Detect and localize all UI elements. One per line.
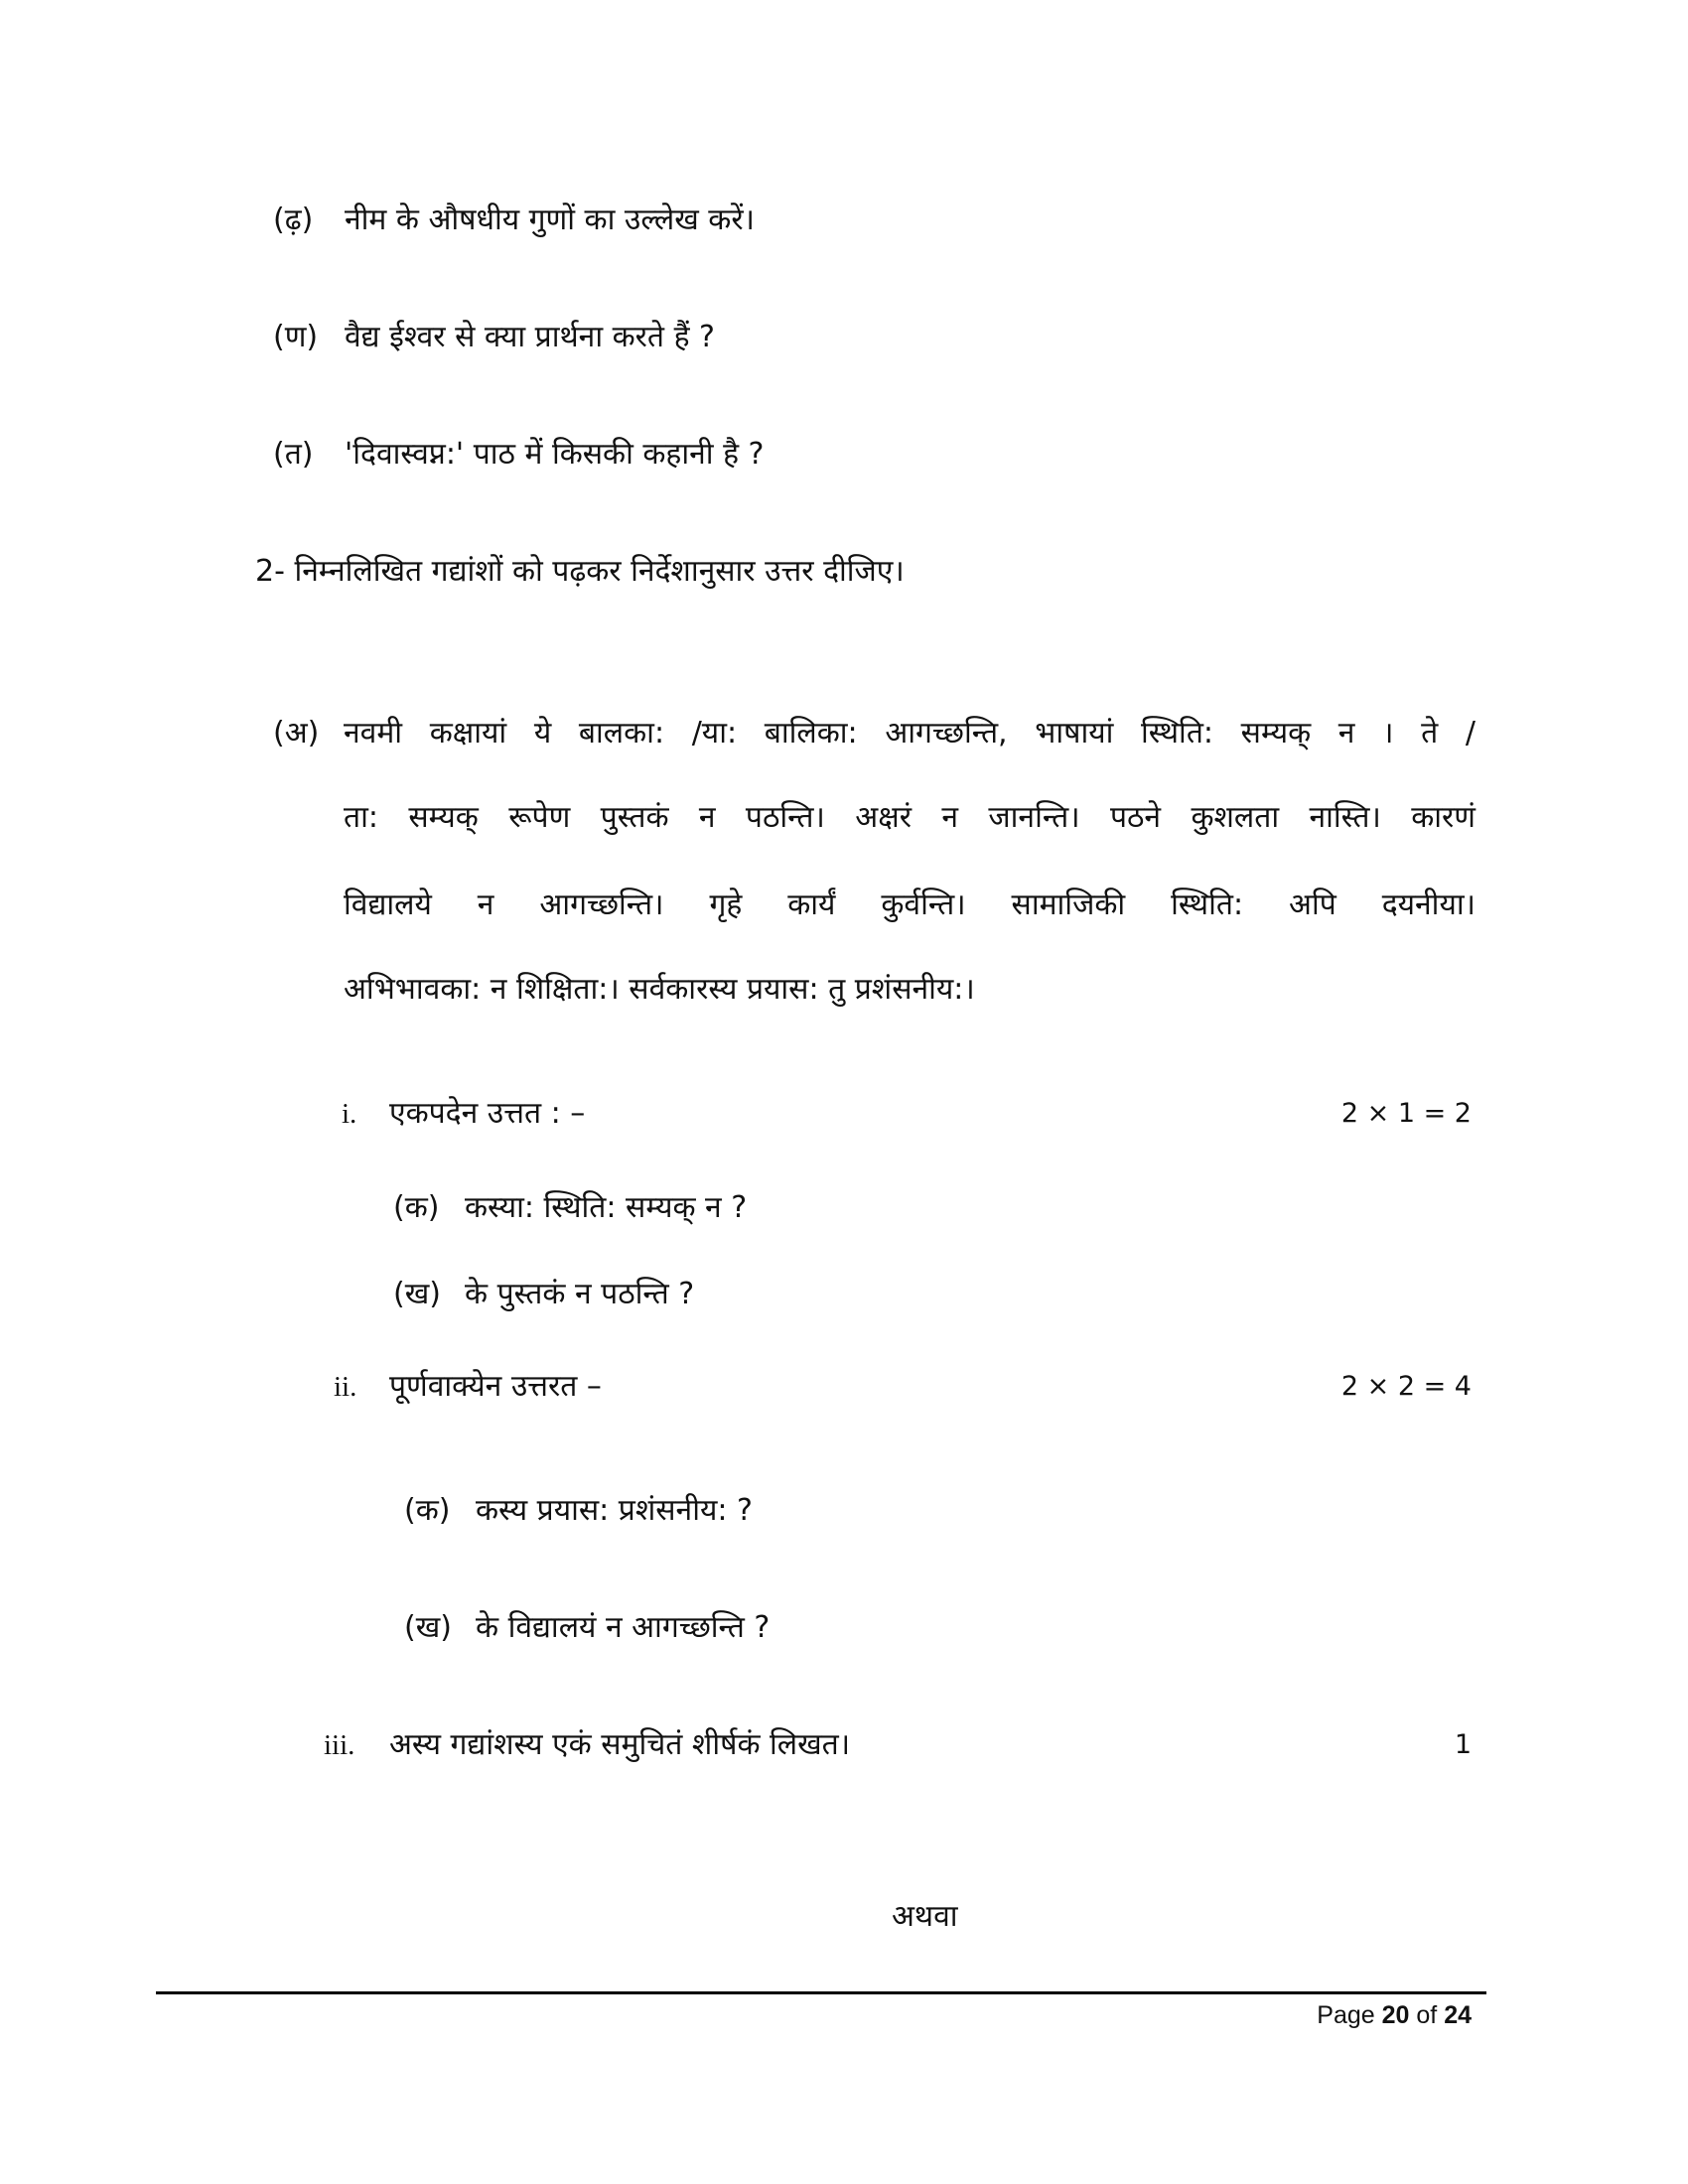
subquestion-numeral: iii. [324, 1729, 355, 1761]
item-label: (क) [393, 1190, 440, 1225]
question-text: वैद्य ईश्वर से क्या प्रार्थना करते हैं ? [345, 320, 715, 354]
subquestion-item [393, 1275, 694, 1314]
item-text: के विद्यालयं न आगच्छन्ति ? [476, 1610, 771, 1645]
marks: 2 × 2 = 4 [1340, 1371, 1472, 1402]
question-text: नीम के औषधीय गुणों का उल्लेख करें। [345, 203, 755, 237]
page-current: 20 [1381, 2001, 1410, 2029]
item-label: (क) [404, 1493, 451, 1528]
subquestion-item [404, 1491, 753, 1531]
subquestion-text: एकपदेन उत्तत : – [389, 1096, 586, 1131]
subquestion-text: अस्य गद्यांशस्य एकं समुचितं शीर्षकं लिखत। [389, 1727, 851, 1762]
page-prefix: Page [1317, 2001, 1382, 2029]
subquestion-text: पूर्णवाक्येन उत्तरत – [389, 1369, 602, 1404]
item-label: (ख) [404, 1610, 452, 1645]
subquestion-i [342, 1094, 585, 1134]
subquestion-iii [324, 1725, 850, 1765]
marks: 2 × 1 = 2 [1340, 1098, 1472, 1129]
page-number [1317, 2001, 1472, 2030]
passage-line: ता: सम्यक् रूपेण पुस्तकं न पठन्ति। अक्षरं न जानन्ति। पठने कुशलता नास्ति। कारणं [344, 800, 1476, 835]
question-dha [273, 201, 755, 240]
page-of: of [1409, 2001, 1445, 2029]
section-2-heading: 2- निम्नलिखित गद्यांशों को पढ़कर निर्देशानुसार उत्तर दीजिए। [255, 554, 905, 589]
subquestion-item [404, 1608, 770, 1648]
question-label: (त) [273, 437, 314, 472]
question-label: (ण) [273, 320, 319, 354]
footer-rule [156, 1991, 1486, 1994]
marks: 1 [1454, 1729, 1472, 1760]
subquestion-numeral: i. [342, 1098, 357, 1130]
item-label: (ख) [393, 1277, 441, 1311]
passage-line: नवमी कक्षायां ये बालका: /या: बालिका: आगच्छन्ति, भाषायां स्थिति: सम्यक् न । ते / [344, 716, 1476, 751]
passage-line: अभिभावका: न शिक्षिता:। सर्वकारस्य प्रयास: तु प्रशंसनीय:। [344, 972, 975, 1007]
subquestion-numeral: ii. [334, 1371, 357, 1403]
question-ta [273, 435, 764, 475]
subquestion-ii [334, 1367, 602, 1407]
passage-line: विद्यालये न आगच्छन्ति। गृहे कार्यं कुर्वन्ति। सामाजिकी स्थिति: अपि दयनीया। [344, 887, 1476, 922]
page-total: 24 [1444, 2001, 1472, 2029]
item-text: कस्या: स्थिति: सम्यक् न ? [465, 1190, 748, 1225]
item-text: कस्य प्रयास: प्रशंसनीय: ? [476, 1493, 753, 1528]
subquestion-item [393, 1188, 747, 1228]
or-separator: अथवा [892, 1899, 958, 1934]
passage-label: (अ) [273, 716, 320, 751]
question-text: 'दिवास्वप्न:' पाठ में किसकी कहानी है ? [345, 437, 765, 472]
question-na [273, 318, 715, 357]
item-text: के पुस्तकं न पठन्ति ? [465, 1277, 695, 1311]
question-label: (ढ़) [273, 203, 314, 237]
